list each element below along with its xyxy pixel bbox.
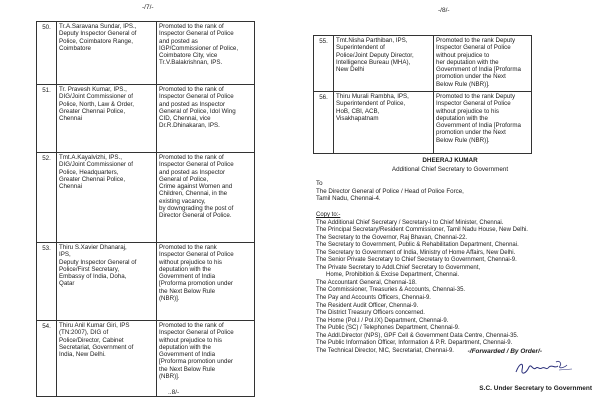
- table-row: [314, 92, 532, 154]
- posting-line: Coimbatore City, vice: [159, 52, 218, 60]
- copy-to-line: The Public (SC) / Telephones Department, Chennai-9.: [316, 325, 460, 332]
- copy-to-line: The Additional Chief Secretary / Secretary-I to Chief Minister, Chennai.: [316, 219, 504, 226]
- officer-line: Tmt.A.Kayalvizhi, IPS.,: [59, 154, 122, 161]
- posting-cell: [157, 321, 255, 397]
- copy-to-line: The Pay and Accounts Officers, Chennai-9.: [316, 295, 431, 302]
- posting-line: the Next Below Rule: [159, 365, 216, 373]
- officer-line: Superintendent of: [336, 44, 385, 52]
- posting-line: and posted as Inspector: [159, 168, 226, 176]
- posting-line: her deputation with the: [436, 58, 499, 66]
- posting-line: promotion under the Next: [436, 129, 506, 137]
- copy-to-line: The Secretary to Government of India, Ministry of Home Affairs, New Delhi.: [316, 249, 516, 256]
- copy-to-line: The Resident Audit Officer, Chennai-9.: [316, 302, 419, 309]
- officer-line: New Delhi: [336, 66, 365, 74]
- posting-line: Inspector General of Police: [159, 30, 234, 38]
- officer-line: Police/Joint Deputy Director,: [336, 51, 414, 59]
- posting-line: by downgrading the post of: [159, 205, 234, 213]
- orders-table-left: [36, 21, 255, 397]
- serial-number: 50.: [37, 22, 57, 85]
- officer-line: Police/First Secretary,: [59, 265, 120, 273]
- table-row: [37, 321, 255, 397]
- officer-line: Qatar: [59, 280, 75, 288]
- officer-line: Intelligence Bureau (MHA),: [336, 58, 411, 66]
- officer-cell: [57, 85, 157, 153]
- table-row: [37, 22, 255, 85]
- to-line: The Director General of Police / Head of Police Force,: [316, 187, 464, 195]
- serial-number: 55.: [314, 36, 334, 92]
- posting-line: Government of India: [159, 273, 216, 281]
- officer-line: Police, Coimbatore Range,: [59, 37, 133, 45]
- officer-line: Superintendent of Police,: [336, 100, 406, 108]
- serial-number: 56.: [314, 92, 334, 154]
- posting-line: IGP/Commissioner of Police,: [159, 44, 239, 52]
- posting-line: without prejudice to his: [159, 336, 222, 344]
- posting-line: Promoted to the rank: [159, 244, 217, 251]
- posting-line: Government of India: [159, 351, 216, 359]
- posting-line: and posted as Inspector: [159, 100, 226, 108]
- addressee-block: [316, 180, 596, 203]
- posting-line: General of Police, Idol Wing: [159, 107, 236, 115]
- copy-to-line: The Technical Director, NIC, Secretariat, Chennai-9.: [316, 347, 454, 354]
- serial-number: 52.: [37, 153, 57, 243]
- copy-to-line: The Principal Secretary/Resident Commissioner, Tamil Nadu House, New Delhi.: [316, 227, 528, 234]
- posting-cell: [157, 22, 255, 85]
- officer-cell: [334, 92, 434, 154]
- officer-cell: [57, 321, 157, 397]
- posting-line: Director General of Police.: [159, 212, 232, 220]
- copy-to-line: The Senior Private Secretary to Chief Secretary to Government, Chennai-9.: [316, 257, 517, 264]
- officer-line: IPS,: [59, 251, 71, 259]
- posting-line: Tr.V.Balakrishnan, IPS.: [159, 59, 223, 67]
- posting-line: Promoted to the rank Deputy: [436, 93, 516, 100]
- copy-to-line: The Commissioner, Treasuries & Accounts, Chennai-35.: [316, 287, 466, 294]
- officer-line: Police, Headquarters,: [59, 168, 119, 176]
- copy-to-line: The Accountant General, Chennai-18.: [316, 279, 417, 286]
- copy-to-line: Home, Prohibition & Excise Department, Chennai.: [326, 272, 460, 279]
- posting-line: CID, Chennai, vice: [159, 115, 211, 123]
- officer-line: Thiru S.Xavier Dhanaraj,: [59, 244, 127, 251]
- officer-line: Tmt.Nisha Parthiban, IPS,: [336, 37, 408, 44]
- officer-line: India, New Delhi.: [59, 351, 106, 359]
- officer-line: Visakhapatnam: [336, 114, 379, 122]
- officer-line: HoB, CBI, ACB,: [336, 107, 380, 115]
- serial-number: 51.: [37, 85, 57, 153]
- officer-line: Chennai: [59, 115, 83, 123]
- officer-line: Chennai: [59, 183, 83, 191]
- forwarded-by-order: -/Forwarded / By Order/-: [467, 348, 542, 355]
- table-row: [37, 153, 255, 243]
- handwritten-signature: [512, 356, 576, 382]
- table-row: [37, 243, 255, 321]
- to-label: To: [316, 180, 323, 187]
- posting-line: [Proforma promotion under: [159, 358, 233, 366]
- officer-cell: [57, 22, 157, 85]
- posting-line: and posted as: [159, 37, 198, 45]
- copy-to-line: The Public Information Officer, Information & P.R. Department, Chennai-9.: [316, 340, 513, 347]
- to-line: Tamil Nadu, Chennai-4.: [316, 195, 381, 203]
- posting-cell: [157, 153, 255, 243]
- posting-cell: [157, 243, 255, 321]
- posting-line: without prejudice to: [436, 51, 490, 59]
- officer-line: Greater Chennai Police,: [59, 175, 126, 183]
- officer-line: Thiru Anil Kumar Giri, IPS: [59, 322, 130, 329]
- officer-line: Tr. Pravesh Kumar, IPS.,: [59, 86, 127, 93]
- copy-to-line: The Private Secretary to Addl.Chief Secretary to Government,: [316, 264, 481, 271]
- posting-line: Children, Chennai, in the: [159, 190, 228, 198]
- posting-line: Government of India [Proforma: [436, 66, 521, 74]
- officer-line: DIG/Joint Commissioner of: [59, 161, 133, 169]
- posting-line: (NBR)].: [159, 295, 180, 303]
- posting-line: Dr.R.Dhinakaran, IPS.: [159, 122, 220, 130]
- copy-to-line: The Secretary to Government, Public & Rehabilitation Department, Chennai.: [316, 242, 519, 249]
- page-number-bottom: ..8/-: [168, 389, 180, 396]
- posting-line: General of Police,: [159, 175, 209, 183]
- page-number-top: -/7/-: [142, 4, 154, 11]
- page-number-top: -/8/-: [438, 7, 450, 14]
- posting-line: Promoted to the rank of: [159, 86, 224, 93]
- officer-line: Deputy Inspector General of: [59, 30, 137, 38]
- copy-to-line: The Addl.Director (NPS), GPF Cell & Government Data Centre, Chennai-35.: [316, 332, 519, 339]
- posting-line: deputation with the: [159, 343, 211, 351]
- officer-line: (TN:2007), DIG of: [59, 329, 109, 337]
- signatory-designation: Additional Chief Secretary to Government: [391, 166, 509, 173]
- posting-line: [Proforma promotion under: [159, 280, 233, 288]
- posting-line: deputation with the: [159, 265, 211, 273]
- under-secretary-designation: S.C. Under Secretary to Government: [479, 385, 592, 392]
- posting-line: deputation with the: [436, 114, 488, 122]
- posting-cell: [434, 36, 532, 92]
- serial-number: 54.: [37, 321, 57, 397]
- officer-line: Police, North, Law & Order,: [59, 100, 134, 108]
- posting-line: Below Rule (NBR)].: [436, 80, 490, 88]
- posting-cell: [157, 85, 255, 153]
- posting-line: promotion under the Next: [436, 73, 506, 81]
- officer-line: Police/Director, Cabinet: [59, 336, 124, 344]
- posting-line: Promoted to the rank Deputy: [436, 37, 516, 44]
- table-row: [314, 36, 532, 92]
- posting-line: Promoted to the rank of: [159, 154, 224, 161]
- officer-line: Greater Chennai Police,: [59, 107, 126, 115]
- posting-line: Inspector General of Police: [159, 251, 234, 259]
- posting-line: Promoted to the rank of: [159, 23, 224, 30]
- posting-line: Inspector General of Police: [436, 100, 511, 108]
- posting-line: without prejudice to his: [436, 107, 499, 115]
- posting-line: (NBR)].: [159, 373, 180, 381]
- officer-line: Secretariat, Government of: [59, 343, 134, 351]
- copy-to-block: [316, 212, 598, 355]
- officer-line: Coimbatore: [59, 44, 91, 52]
- officer-cell: [57, 153, 157, 243]
- table-row: [37, 85, 255, 153]
- officer-cell: [57, 243, 157, 321]
- copy-to-line: The Home (Pol.I / Pol.IX) Department, Chennai-9.: [316, 317, 449, 324]
- officer-cell: [334, 36, 434, 92]
- posting-line: without prejudice to his: [159, 258, 222, 266]
- copy-to-heading: Copy to:-: [316, 212, 341, 218]
- posting-line: Promoted to the rank of: [159, 322, 224, 329]
- officer-line: Thiru Murali Rambha, IPS,: [336, 93, 409, 100]
- copy-to-line: The Secretary to the Governor, Raj Bhavan, Chennai-22.: [316, 234, 468, 241]
- posting-line: Inspector General of Police: [436, 44, 511, 52]
- officer-line: Deputy Inspector General of: [59, 258, 137, 266]
- posting-line: Inspector General of Police: [159, 161, 234, 169]
- posting-line: Government of India [Proforma: [436, 122, 521, 130]
- officer-line: DIG/Joint Commissioner of: [59, 93, 133, 101]
- posting-line: Crime against Women and: [159, 183, 233, 191]
- posting-line: Inspector General of Police: [159, 329, 234, 337]
- officer-line: Tr.A.Saravana Sundar, IPS.,: [59, 23, 137, 30]
- officer-line: Embassy of India, Doha,: [59, 273, 127, 281]
- signatory-name: DHEERAJ KUMAR: [422, 157, 478, 164]
- orders-table-right: [313, 35, 532, 154]
- posting-line: Inspector General of Police: [159, 93, 234, 101]
- copy-to-line: The District Treasury Officers concerned.: [316, 310, 425, 317]
- posting-line: existing vacancy,: [159, 197, 206, 205]
- serial-number: 53.: [37, 243, 57, 321]
- posting-line: Below Rule (NBR)].: [436, 136, 490, 144]
- posting-line: the Next Below Rule: [159, 287, 216, 295]
- right-page: [300, 0, 600, 400]
- posting-cell: [434, 92, 532, 154]
